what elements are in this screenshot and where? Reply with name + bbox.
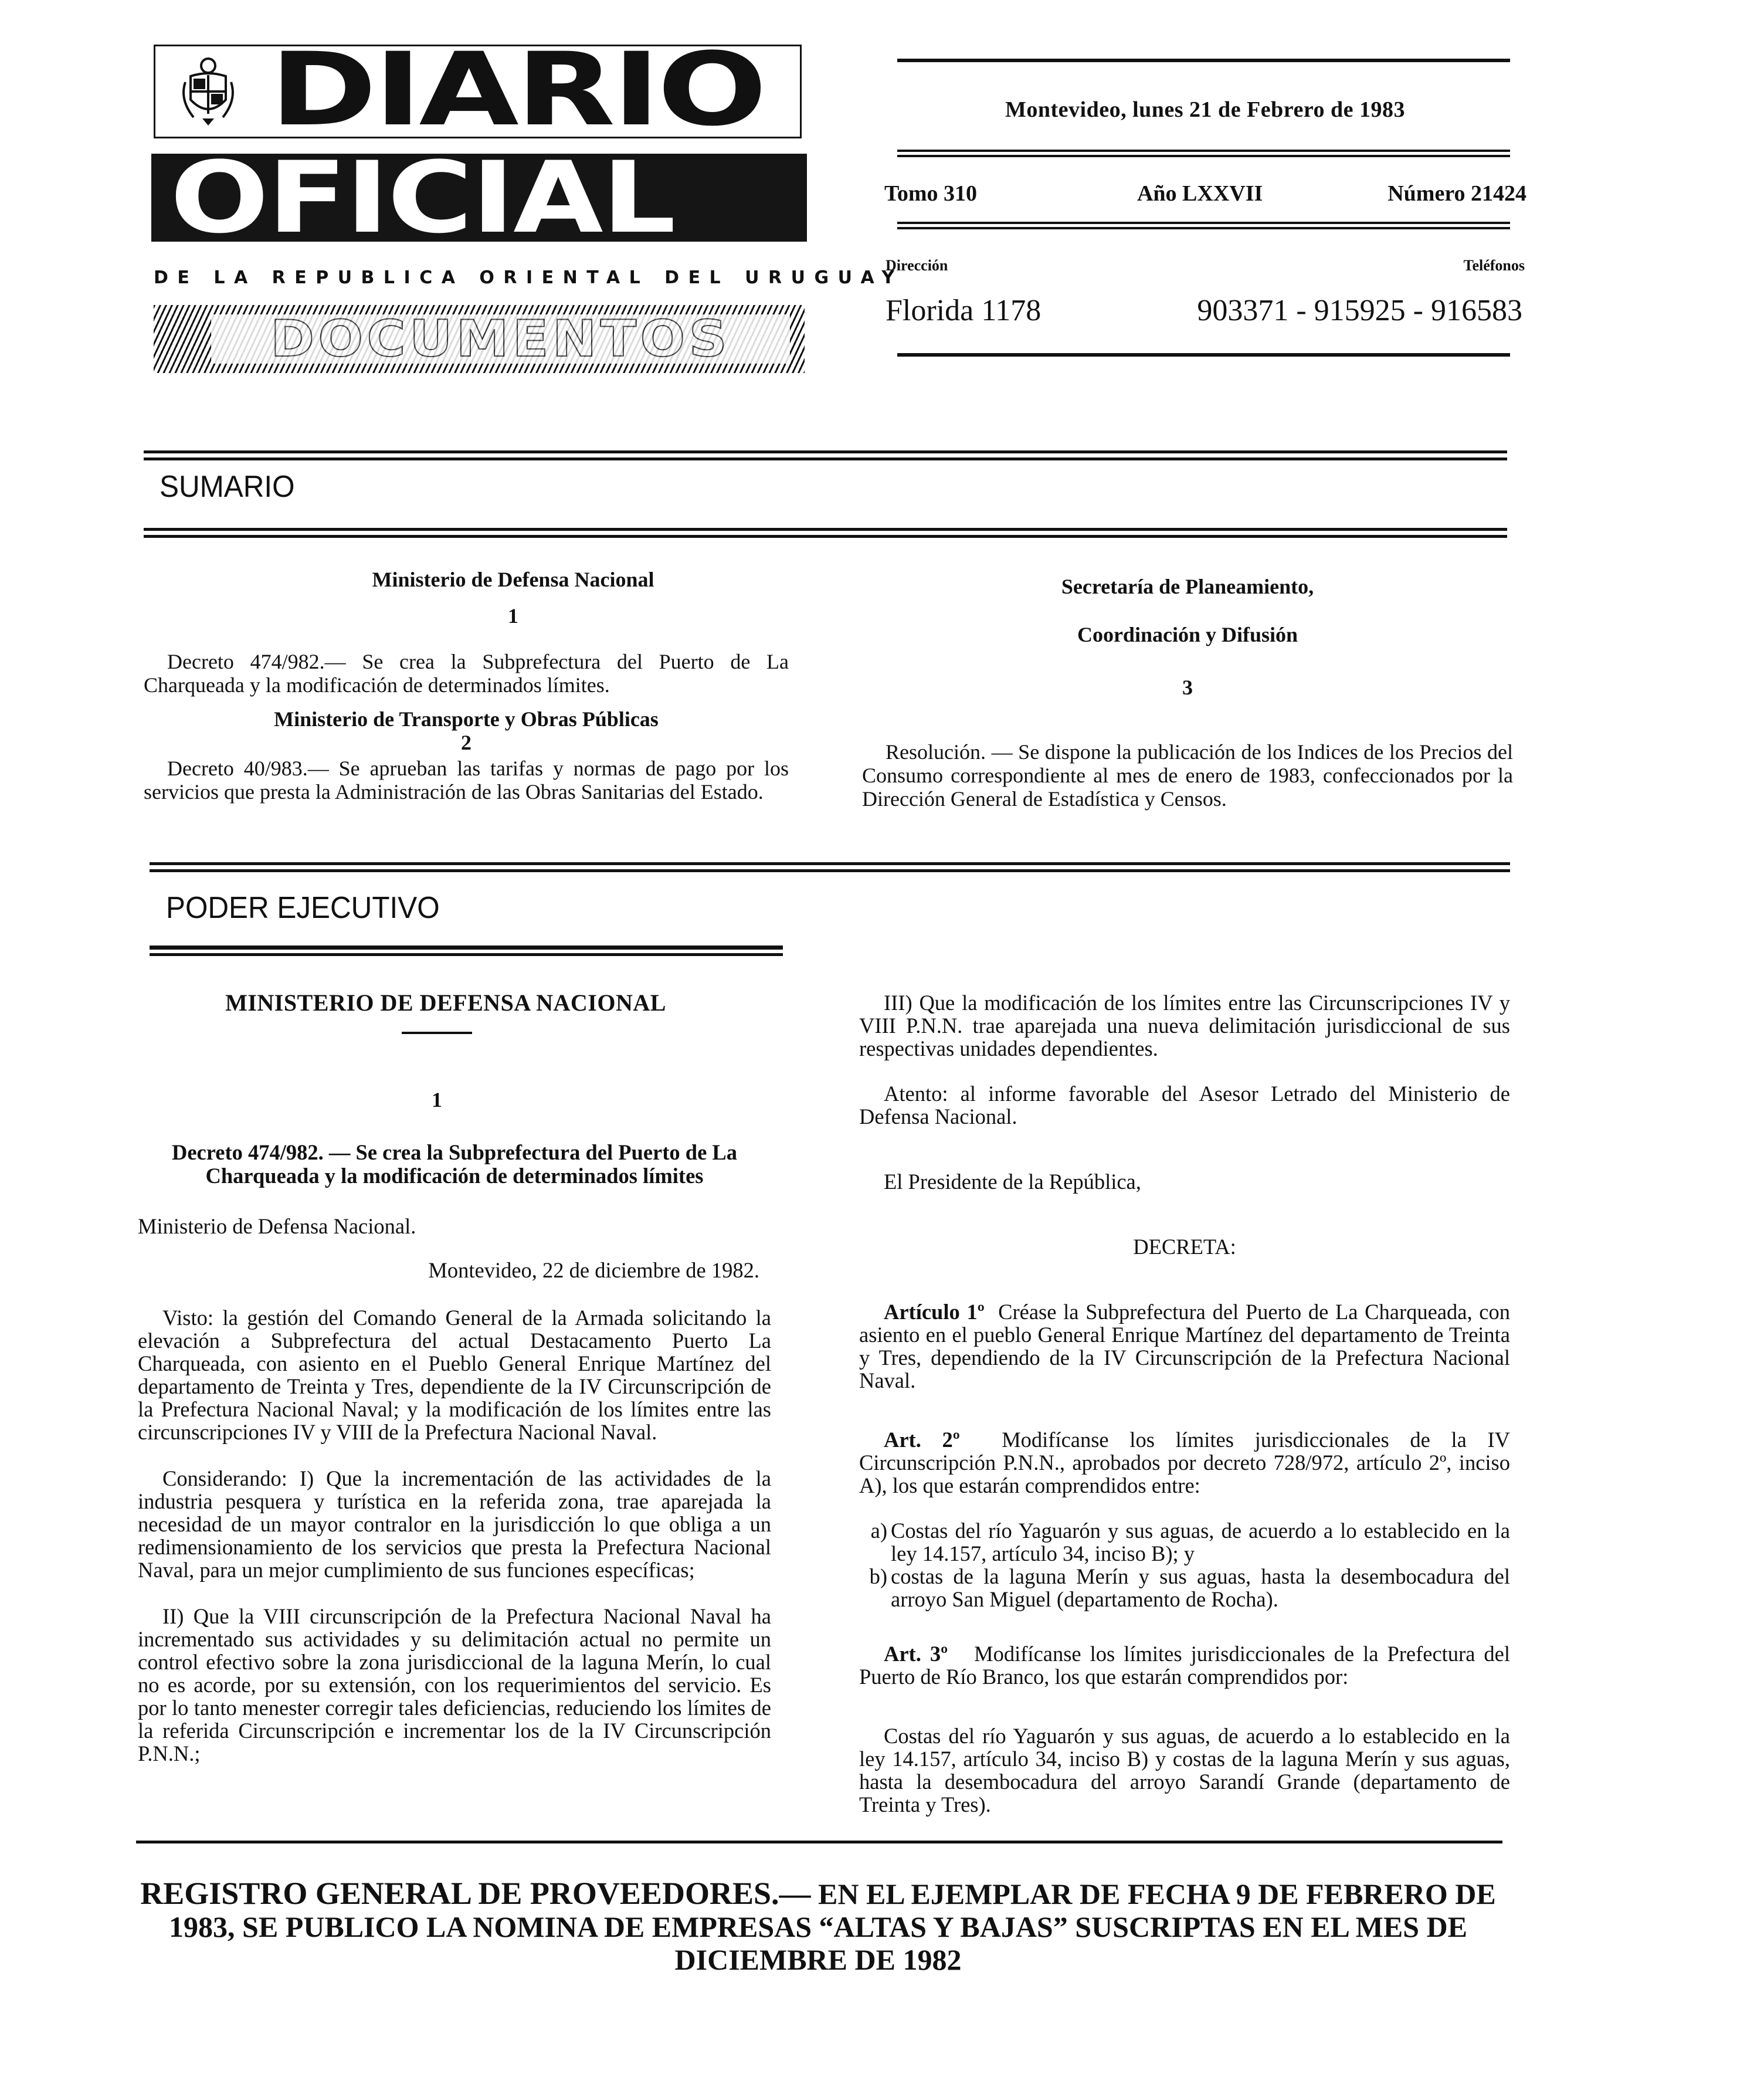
- article-2-list: [859, 1519, 1510, 1611]
- article-3: [859, 1642, 1510, 1688]
- divider: [150, 953, 783, 956]
- decree-number: 1: [432, 1088, 442, 1111]
- ano: Año LXXVII: [1137, 181, 1263, 206]
- article-3-continuation: Costas del río Yaguarón y sus aguas, de acuerdo a lo establecido en la ley 14.157, artículo 34, inciso B) y costas de la laguna Merín y sus aguas, hasta la desembocadura del arroyo Sarandí Grande (departamento de Treinta y Tres).: [859, 1724, 1510, 1817]
- article-label: Artículo 1º: [884, 1300, 985, 1324]
- list-item: [859, 1519, 1510, 1565]
- sumario-ministry-heading: Ministerio de Defensa Nacional: [372, 568, 654, 591]
- list-item-label: a): [870, 1519, 887, 1543]
- considerando-paragraph: Considerando: I) Que la incrementación de las actividades de la industria pesquera y turística en la referida zona, trae aparejada la necesidad de un mayor contralor en la jurisdicción lo que obliga a un redimensionamiento de los servicios que presta la Prefectura Nacional Naval, para un mejor cumplimiento de sus funciones específicas;: [138, 1466, 771, 1582]
- notice-text: EN EL EJEMPLAR DE FECHA 9 DE FEBRERO DE 1983, SE PUBLICO LA NOMINA DE EMPRESAS “ALTAS Y BAJAS” SUSCRIPTAS EN EL MES DE DICIEMBRE DE 1982: [169, 1878, 1496, 1976]
- presidente-paragraph: El Presidente de la República,: [884, 1170, 1141, 1194]
- documentos-banner-label: DOCUMENTOS: [211, 314, 790, 364]
- sumario-ministry-heading: Secretaría de Planeamiento,: [1061, 575, 1314, 598]
- notice-lead: REGISTRO GENERAL DE PROVEEDORES.—: [140, 1876, 811, 1911]
- sumario-left-column: [144, 568, 789, 804]
- ministry-heading: MINISTERIO DE DEFENSA NACIONAL: [225, 989, 666, 1016]
- sumario-item-number: 2: [461, 731, 471, 754]
- divider: [144, 535, 1507, 538]
- sumario-title: SUMARIO: [160, 470, 295, 504]
- body-right-column: [859, 991, 1510, 1816]
- article-text: Créase la Subprefectura del Puerto de La Charqueada, con asiento en el pueblo General Enrique Martínez del departamento de Treinta y Tres, dependiendo de la IV Circunscripción de la Prefectura Nacional Naval.: [859, 1300, 1511, 1392]
- direccion-value: Florida 1178: [886, 294, 1042, 327]
- contact-values: [886, 293, 1525, 328]
- list-item: [859, 1565, 1510, 1611]
- telefonos-value: 903371 - 915925 - 916583: [1197, 294, 1522, 327]
- registro-proveedores-notice: [135, 1877, 1501, 1976]
- atento-paragraph: Atento: al informe favorable del Asesor Letrado del Ministerio de Defensa Nacional.: [859, 1082, 1510, 1128]
- list-item-label: b): [869, 1564, 887, 1588]
- divider: [402, 1032, 472, 1034]
- considerando-iii-paragraph: III) Que la modificación de los límites entre las Circunscripciones IV y VIII P.N.N. trae aparejada una nueva delimitación jurisdiccional de sus respectivas unidades dependientes.: [859, 991, 1510, 1060]
- decree-place-date: Montevideo, 22 de diciembre de 1982.: [428, 1258, 759, 1282]
- article-2: [859, 1428, 1510, 1497]
- sumario-item-link[interactable]: Decreto 40/983.— Se aprueban las tarifas y normas de pago por los servicios que presta la Administración de las Obras Sanitarias del Estado.: [144, 757, 789, 804]
- sumario-item-link[interactable]: Resolución. — Se dispone la publicación de los Indices de los Precios del Consumo correspondiente al mes de enero de 1983, confeccionados por la Dirección General de Estadística y Censos.: [862, 740, 1513, 811]
- masthead-title-diario: DIARIO: [270, 30, 764, 148]
- article-label: Art. 3º: [884, 1642, 948, 1666]
- list-item-text: costas de la laguna Merín y sus aguas, hasta la desembocadura del arroyo San Miguel (departamento de Rocha).: [891, 1564, 1510, 1611]
- contact-labels: [886, 257, 1525, 274]
- visto-paragraph: Visto: la gestión del Comando General de la Armada solicitando la elevación a Subprefectura del actual Destacamento Puerto La Charqueada, con asiento en el Pueblo General Enrique Martínez del departamento de Treinta y Tres, dependiente de la IV Circunscripción de la Prefectura Nacional Naval; y la modificación de los límites entre las circunscripciones IV y VIII de la Prefectura Nacional Naval.: [138, 1306, 771, 1444]
- masthead-title-oficial: OFICIAL: [170, 140, 675, 255]
- direccion-label: Dirección: [886, 257, 948, 274]
- sumario-item-number: 3: [1182, 676, 1193, 699]
- divider: [144, 458, 1507, 460]
- numero: Número 21424: [1388, 181, 1526, 206]
- sumario-ministry-heading: Coordinación y Difusión: [1077, 623, 1298, 646]
- divider: [150, 869, 1510, 872]
- decreta-heading: DECRETA:: [1133, 1235, 1236, 1259]
- divider: [144, 528, 1507, 531]
- divider: [897, 150, 1510, 152]
- article-1: [859, 1300, 1510, 1392]
- divider: [150, 946, 783, 950]
- divider: [897, 353, 1510, 357]
- article-label: Art. 2º: [884, 1428, 960, 1452]
- tomo: Tomo 310: [884, 181, 978, 206]
- body-left-column: [138, 991, 771, 1765]
- masthead-subtitle: DE LA REPUBLICA ORIENTAL DEL URUGUAY: [154, 267, 904, 288]
- divider: [897, 59, 1510, 62]
- divider: [144, 450, 1507, 453]
- divider: [897, 155, 1510, 157]
- sumario-item-link[interactable]: Decreto 474/982.— Se crea la Subprefectura del Puerto de La Charqueada y la modificación de determinados límites.: [144, 650, 789, 697]
- sumario-ministry-heading: Ministerio de Transporte y Obras Públicas: [274, 707, 659, 731]
- issue-date: Montevideo, lunes 21 de Febrero de 1983: [1005, 97, 1405, 122]
- sumario-right-column: [862, 575, 1513, 811]
- poder-ejecutivo-title: PODER EJECUTIVO: [166, 891, 440, 925]
- sumario-item-number: 1: [508, 604, 518, 628]
- article-text: Modifícanse los límites jurisdiccionales de la IV Circunscripción P.N.N., aprobados por decreto 728/972, artículo 2º, inciso A), los que estarán comprendidos entre:: [859, 1428, 1511, 1497]
- divider: [136, 1841, 1502, 1843]
- divider: [897, 222, 1510, 224]
- decree-origin: Ministerio de Defensa Nacional.: [138, 1214, 416, 1238]
- issue-meta-row: [884, 181, 1526, 206]
- divider: [150, 862, 1510, 865]
- list-item-text: Costas del río Yaguarón y sus aguas, de acuerdo a lo establecido en la ley 14.157, artículo 34, inciso B); y: [891, 1519, 1510, 1565]
- divider: [897, 227, 1510, 229]
- article-text: Modifícanse los límites jurisdiccionales de la Prefectura del Puerto de Río Branco, los que estarán comprendidos por:: [859, 1642, 1511, 1689]
- decree-title: Decreto 474/982. — Se crea la Subprefectura del Puerto de La Charqueada y la modificación de determinados límites: [171, 1140, 738, 1188]
- coat-of-arms-icon: [176, 53, 240, 129]
- telefonos-label: Teléfonos: [1463, 257, 1525, 274]
- considerando-ii-paragraph: II) Que la VIII circunscripción de la Prefectura Nacional Naval ha incrementado sus actividades y su delimitación actual no permite un control efectivo sobre la zona jurisdiccional de la laguna Merín, lo cual no es acorde, por su extensión, con los requerimientos del servicio. Es por lo tanto menester corregir tales deficiencias, reduciendo los límites de la referida Circunscripción e incrementar los de la IV Circunscripción P.N.N.;: [138, 1604, 771, 1765]
